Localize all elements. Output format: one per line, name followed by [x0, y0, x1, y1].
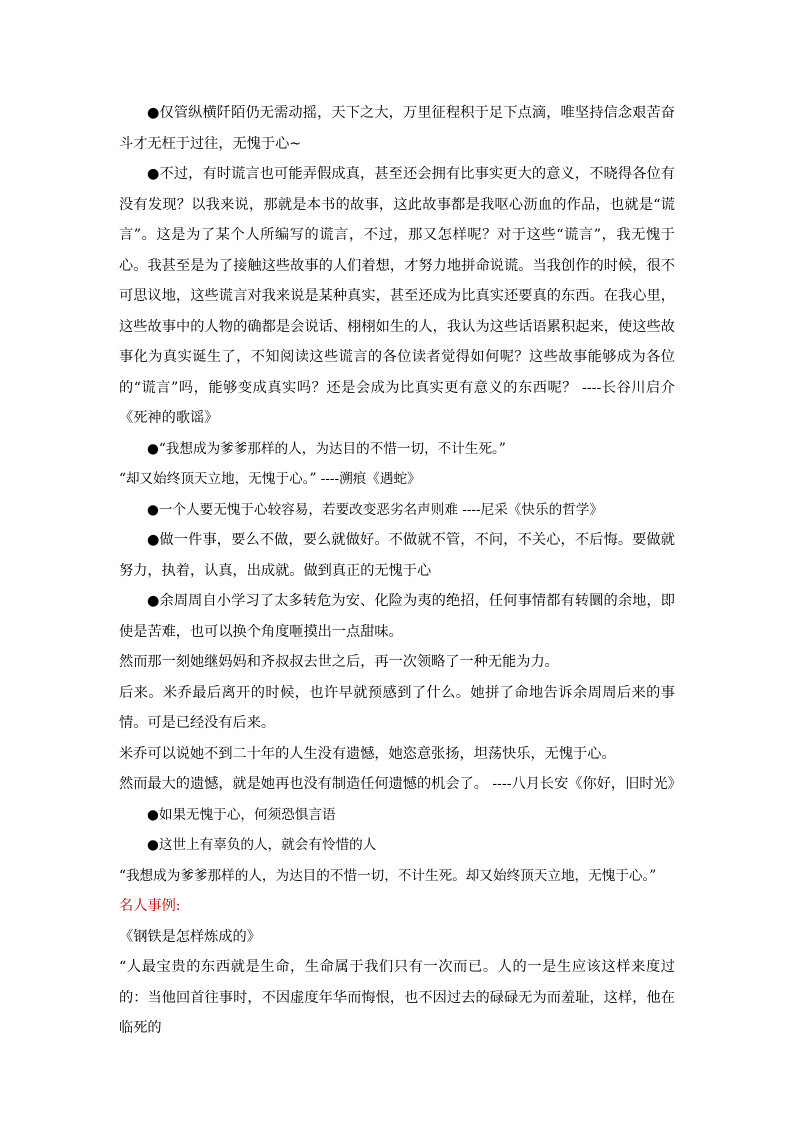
paragraph-quote-3: ●“我想成为爹爹那样的人，为达目的不惜一切，不计生死。”: [147, 440, 506, 457]
paragraph-quote-6-line4: 米乔可以说她不到二十年的人生没有遗憾，她恣意张扬，坦荡快乐，无愧于心。: [119, 745, 616, 762]
paragraph-quote-6-line5: 然而最大的遗憾，就是她再也没有制造任何遗憾的机会了。 ----八月长安《你好，旧时光》: [119, 776, 682, 792]
paragraph-quote-7: ●如果无愧于心，何须恐惧言语: [147, 806, 336, 823]
paragraph-quote-6: ●余周周自小学习了太多转危为安、化险为夷的绝招，任何事情都有转圜的余地，即使是苦难，也可以换个角度咂摸出一点甜味。: [119, 593, 675, 640]
paragraph-quote-6-line3: 后来。米乔最后离开的时候，也许早就预感到了什么。她拼了命地告诉余周周后来的事情。可是已经没有后来。: [119, 684, 675, 731]
paragraph-quote-5: ●做一件事，要么不做，要么就做好。不做就不管，不问，不关心，不后悔。要做就努力，执着，认真，出成就。做到真正的无愧于心: [119, 532, 675, 579]
paragraph-quote-1: ●仅管纵横阡陌仍无需动摇，天下之大，万里征程积于足下点滴，唯坚持信念艰苦奋斗才无枉于过往，无愧于心~: [119, 105, 675, 152]
paragraph-quote-4: ●一个人要无愧于心较容易，若要改变恶劣名声则难 ----尼采《快乐的哲学》: [147, 501, 603, 518]
document-body: [119, 98, 682, 1044]
paragraph-quote-9: “我想成为爹爹那样的人，为达目的不惜一切，不计生死。却又始终顶天立地，无愧于心。”: [119, 867, 657, 884]
paragraph-book-quote: “人最宝贵的东西就是生命，生命属于我们只有一次而已。人的一是生应该这样来度过的：当他回首往事时，不因虚度年华而悔恨，也不因过去的碌碌无为而羞耻，这样，他在临死的: [119, 959, 675, 1036]
paragraph-quote-2: ●不过，有时谎言也可能弄假成真，甚至还会拥有比事实更大的意义，不晓得各位有没有发现？以我来说，那就是本书的故事，这此故事都是我呕心沥血的作品，也就是“谎言”。这是为了某个人所编写的谎言，不过，那又怎样呢？对于这些“谎言”，我无愧于心。我甚至是为了接触这些故事的人们着想，才努力地拼命说谎。当我创作的时候，很不可思议地，这些谎言对我来说是某种真实，甚至还成为比真实还要真的东西。在我心里，这些故事中的人物的确都是会说话、栩栩如生的人，我认为这些话语累积起来，使这些故事化为真实诞生了，不知阅读这些谎言的各位读者觉得如何呢？这些故事能够成为各位的“谎言”吗，能够变成真实吗？还是会成为比真实更有意义的东西呢？ ----长谷川启介《死神的歌谣》: [119, 166, 675, 426]
book-title: 《钢铁是怎样炼成的》: [119, 928, 261, 945]
paragraph-quote-8: ●这世上有辜负的人，就会有怜惜的人: [147, 837, 377, 853]
paragraph-quote-6-line2: 然而那一刻她继妈妈和齐叔叔去世之后，再一次领略了一种无能为力。: [119, 654, 559, 670]
section-heading-famous-examples: 名人事例:: [119, 898, 181, 914]
paragraph-quote-3-cont: “却又始终顶天立地，无愧于心。” ----溯痕《遇蛇》: [119, 471, 421, 487]
